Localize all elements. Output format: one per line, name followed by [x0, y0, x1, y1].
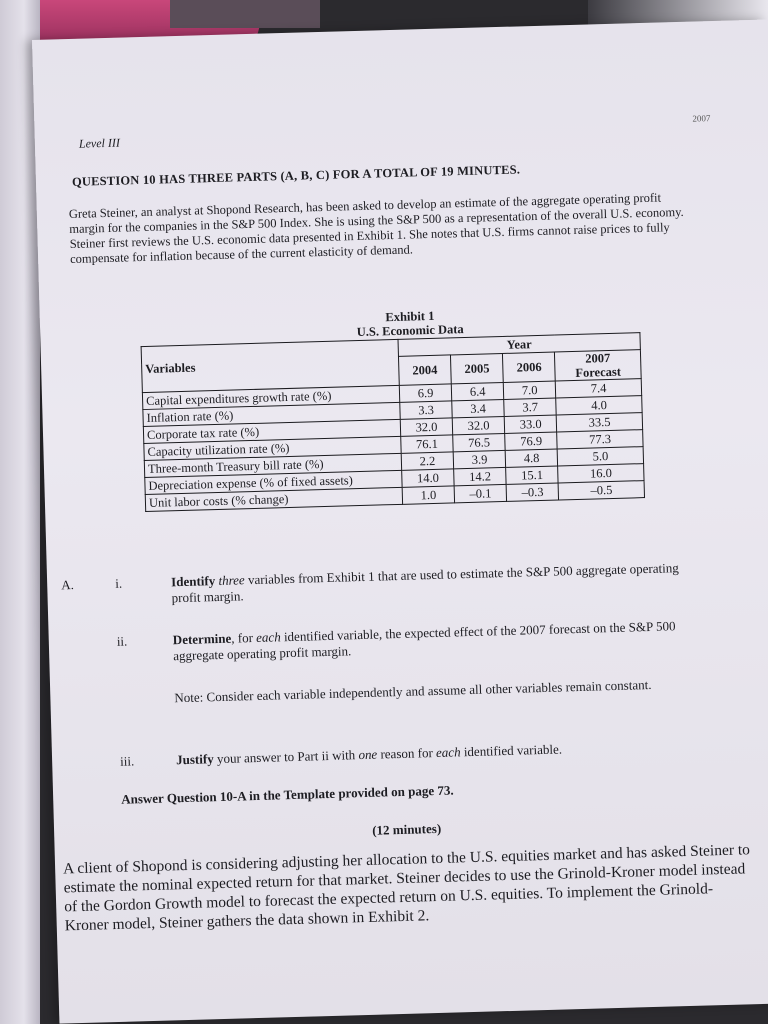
page-number: 2007 [692, 113, 711, 124]
answer-instruction: Answer Question 10-A in the Template provided on page 73. [121, 782, 454, 807]
forecast-year: 2007 [585, 350, 611, 366]
cell-2005: 76.5 [453, 433, 506, 451]
cell-2004: 6.9 [399, 384, 452, 402]
part-a-i-text [171, 560, 692, 607]
row-label: Three-month Treasury bill rate (%) [144, 453, 401, 477]
cell-2006: –0.3 [506, 483, 559, 501]
document-page [32, 19, 768, 1023]
exhibit-subtitle: U.S. Economic Data [356, 322, 464, 340]
iii-verb: Justify [175, 751, 214, 768]
cell-2005: 32.0 [452, 416, 505, 434]
part-a-ii-text [173, 617, 714, 664]
cell-2007: 77.3 [557, 430, 643, 449]
cell-2006: 3.7 [504, 398, 557, 416]
ii-verb: Determine [172, 630, 232, 648]
cell-2007: 5.0 [557, 447, 643, 466]
ii-emphasis: each [255, 629, 281, 645]
cell-2005: 3.4 [452, 399, 505, 417]
row-label: Inflation rate (%) [143, 402, 400, 426]
part-a-ii-label: ii. [116, 633, 128, 649]
level-label: Level III [78, 135, 121, 151]
exhibit-title [320, 307, 501, 340]
header-2007-forecast [555, 350, 641, 381]
header-2006: 2006 [503, 352, 556, 382]
cell-2005: 3.9 [453, 450, 506, 468]
i-rest: variables from Exhibit 1 that are used to estimate the S&P 500 aggregate operating profit margin. [171, 560, 679, 606]
cell-2005: –0.1 [454, 484, 507, 502]
cell-2005: 6.4 [451, 382, 504, 400]
part-a-letter: A. [61, 577, 75, 593]
cell-2006: 76.9 [505, 432, 558, 450]
cell-2006: 4.8 [505, 449, 558, 467]
iii-mid: your answer to Part ii with [216, 747, 356, 767]
iii-rest: identified variable. [463, 741, 563, 760]
facing-page-edge [0, 0, 40, 1024]
cell-2004: 32.0 [400, 418, 453, 436]
cell-2007: 7.4 [556, 379, 642, 398]
minutes-label: (12 minutes) [371, 820, 442, 838]
cell-2007: 4.0 [556, 396, 642, 415]
i-emphasis: three [218, 572, 245, 589]
iii-emphasis: one [358, 746, 378, 763]
question-heading: QUESTION 10 HAS THREE PARTS (A, B, C) FOR A TOTAL OF 19 MINUTES. [71, 162, 521, 189]
cell-2004: 76.1 [401, 435, 454, 453]
cell-2006: 15.1 [506, 466, 559, 484]
header-2005: 2005 [451, 353, 504, 383]
cell-2007: –0.5 [558, 481, 644, 500]
cell-2005: 14.2 [454, 467, 507, 485]
iii-mid2: reason for [380, 745, 433, 762]
economic-data-table [141, 332, 645, 512]
part-a-iii-label: iii. [119, 753, 135, 769]
cell-2004: 3.3 [400, 401, 453, 419]
iii-emphasis2: each [435, 744, 461, 760]
cell-2006: 7.0 [503, 381, 556, 399]
exhibit-number: Exhibit 1 [385, 308, 435, 325]
row-label: Capital expenditures growth rate (%) [142, 385, 399, 409]
intro-paragraph: Greta Steiner, an analyst at Shopond Research, has been asked to develop an estimate of the aggregate operating profit margin for the companies in the S&P 500 Index. She is using the S&P 500 as a representation of the overall U.S. economy. Steiner first reviews the U.S. economic data presented in Exhibit 1. She notes that U.S. firms cannot raise prices to fully compensate for inflation because of the current elasticity of demand. [68, 190, 684, 267]
row-label: Depreciation expense (% of fixed assets) [145, 470, 402, 494]
part-a-note: Note: Consider each variable independently and assume all other variables remain constant. [174, 676, 652, 706]
header-year: Year [398, 333, 640, 357]
header-2004: 2004 [398, 355, 451, 385]
cell-2004: 2.2 [401, 452, 454, 470]
cell-2007: 33.5 [557, 413, 643, 432]
header-variables: Variables [141, 339, 399, 392]
part-b-paragraph: A client of Shopond is considering adjusting her allocation to the U.S. equities market and has asked Steiner to estimate the nominal expected return for that market. Steiner decides to use the Grinold-Kroner model instead of the Gordon Growth model to forecast the expected return on U.S. equities. To implement the Grinold-Kroner model, Steiner gathers the data shown in Exhibit 2. [62, 841, 751, 935]
row-label: Unit labor costs (% change) [145, 487, 402, 511]
background-object [170, 0, 320, 28]
row-label: Corporate tax rate (%) [143, 419, 400, 443]
cell-2004: 14.0 [402, 469, 455, 487]
forecast-label: Forecast [575, 364, 622, 380]
i-verb: Identify [170, 573, 216, 590]
ii-mid: , for [231, 630, 254, 646]
cell-2007: 16.0 [558, 464, 644, 483]
part-a-iii-text [176, 737, 736, 769]
row-label: Capacity utilization rate (%) [144, 436, 401, 460]
ii-rest: identified variable, the expected effect of the 2007 forecast on the S&P 500 aggregate operating profit margin. [173, 618, 676, 664]
part-a-i-label: i. [114, 575, 123, 591]
cell-2004: 1.0 [402, 486, 455, 504]
cell-2006: 33.0 [504, 415, 557, 433]
